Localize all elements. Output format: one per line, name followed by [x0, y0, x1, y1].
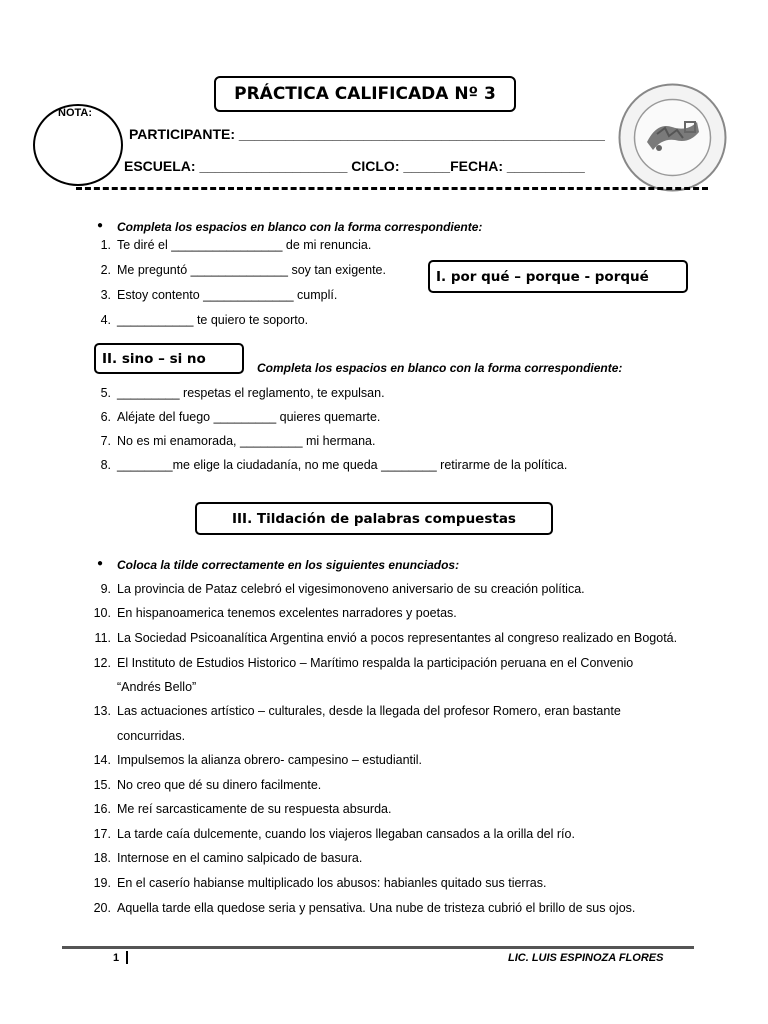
- item-number: 5.: [100, 386, 111, 400]
- item-number: 10.: [93, 606, 111, 620]
- item-number: 13.: [93, 704, 111, 718]
- nota-label: NOTA:: [58, 107, 93, 119]
- section-3-label: III. Tildación de palabras compuestas: [232, 510, 516, 527]
- item-text: ________me elige la ciudadanía, no me queda ________ retirarme de la política.: [117, 458, 568, 472]
- page-number-bar: [126, 951, 128, 964]
- item-text: Te diré el ________________ de mi renuncia.: [117, 238, 372, 252]
- university-seal: [617, 82, 728, 193]
- footer-author: LIC. LUIS ESPINOZA FLORES: [508, 952, 664, 964]
- school-cycle-date-field: ESCUELA: ___________________ CICLO: ______FECHA: __________: [124, 158, 585, 174]
- item-text: Me preguntó ______________ soy tan exigente.: [117, 263, 386, 277]
- item-text: Impulsemos la alianza obrero- campesino – estudiantil.: [117, 753, 423, 767]
- item-number: 2.: [100, 263, 111, 277]
- section-1-box: [428, 260, 688, 293]
- item-number: 17.: [93, 827, 111, 841]
- item-text: En el caserío habianse multiplicado los abusos: habianles quitado sus tierras.: [117, 876, 547, 890]
- item-text: No es mi enamorada, _________ mi hermana.: [117, 434, 376, 448]
- item-text: Me reí sarcasticamente de su respuesta absurda.: [117, 802, 392, 816]
- bullet-icon: ●: [97, 220, 104, 231]
- page-title: [214, 76, 516, 112]
- item-number: 3.: [100, 288, 111, 302]
- footer-divider: [62, 946, 694, 949]
- item-text: _________ respetas el reglamento, te expulsan.: [117, 386, 385, 400]
- item-number: 18.: [93, 851, 111, 865]
- bullet-icon: ●: [97, 558, 104, 569]
- item-text: El Instituto de Estudios Historico – Marítimo respalda la participación peruana en el Convenio: [117, 656, 634, 670]
- item-text: Estoy contento _____________ cumplí.: [117, 288, 338, 302]
- item-text: La tarde caía dulcemente, cuando los viajeros llegaban cansados a la orilla del río.: [117, 827, 575, 841]
- participant-field: PARTICIPANTE: _______________________________________________: [129, 126, 605, 142]
- item-text: concurridas.: [117, 729, 186, 743]
- section-1-label: I. por qué – porque - porqué: [436, 268, 649, 285]
- item-number: 11.: [94, 631, 111, 645]
- instruction-1-text: Completa los espacios en blanco con la forma correspondiente:: [117, 220, 483, 234]
- item-number: 19.: [93, 876, 111, 890]
- item-text: La provincia de Pataz celebró el vigesimonoveno aniversario de su creación política.: [117, 582, 585, 596]
- item-number: 9.: [100, 582, 111, 596]
- item-number: 7.: [100, 434, 111, 448]
- item-text: La Sociedad Psicoanalítica Argentina envió a pocos representantes al congreso realizado en Bogotá.: [117, 631, 678, 645]
- item-number: 4.: [100, 313, 111, 327]
- item-number: 20.: [93, 901, 111, 915]
- page-number: 1: [113, 952, 120, 964]
- item-text: Aquella tarde ella quedose seria y pensativa. Una nube de tristeza cubrió el brillo de sus ojos.: [117, 901, 636, 915]
- section-2-label: II. sino – si no: [102, 350, 206, 367]
- item-number: 16.: [93, 802, 111, 816]
- item-number: 6.: [100, 410, 111, 424]
- item-text: ___________ te quiero te soporto.: [117, 313, 309, 327]
- item-text: Internose en el camino salpicado de basura.: [117, 851, 363, 865]
- item-number: 14.: [93, 753, 111, 767]
- section-3-box: [195, 502, 553, 535]
- item-number: 15.: [93, 778, 111, 792]
- instruction-2: Completa los espacios en blanco con la forma correspondiente:: [257, 361, 623, 375]
- page-title-text: PRÁCTICA CALIFICADA Nº 3: [234, 84, 496, 104]
- item-number: 1.: [100, 238, 111, 252]
- instruction-3-text: Coloca la tilde correctamente en los siguientes enunciados:: [117, 558, 460, 572]
- item-number: 8.: [100, 458, 111, 472]
- item-text: En hispanoamerica tenemos excelentes narradores y poetas.: [117, 606, 457, 620]
- item-number: 12.: [93, 656, 111, 670]
- header-divider: [76, 187, 708, 190]
- item-text: No creo que dé su dinero facilmente.: [117, 778, 322, 792]
- item-text: Las actuaciones artístico – culturales, desde la llegada del profesor Romero, eran bastante: [117, 704, 621, 718]
- item-text: Aléjate del fuego _________ quieres quemarte.: [117, 410, 381, 424]
- section-2-box: [94, 343, 244, 374]
- item-text: “Andrés Bello”: [117, 680, 197, 694]
